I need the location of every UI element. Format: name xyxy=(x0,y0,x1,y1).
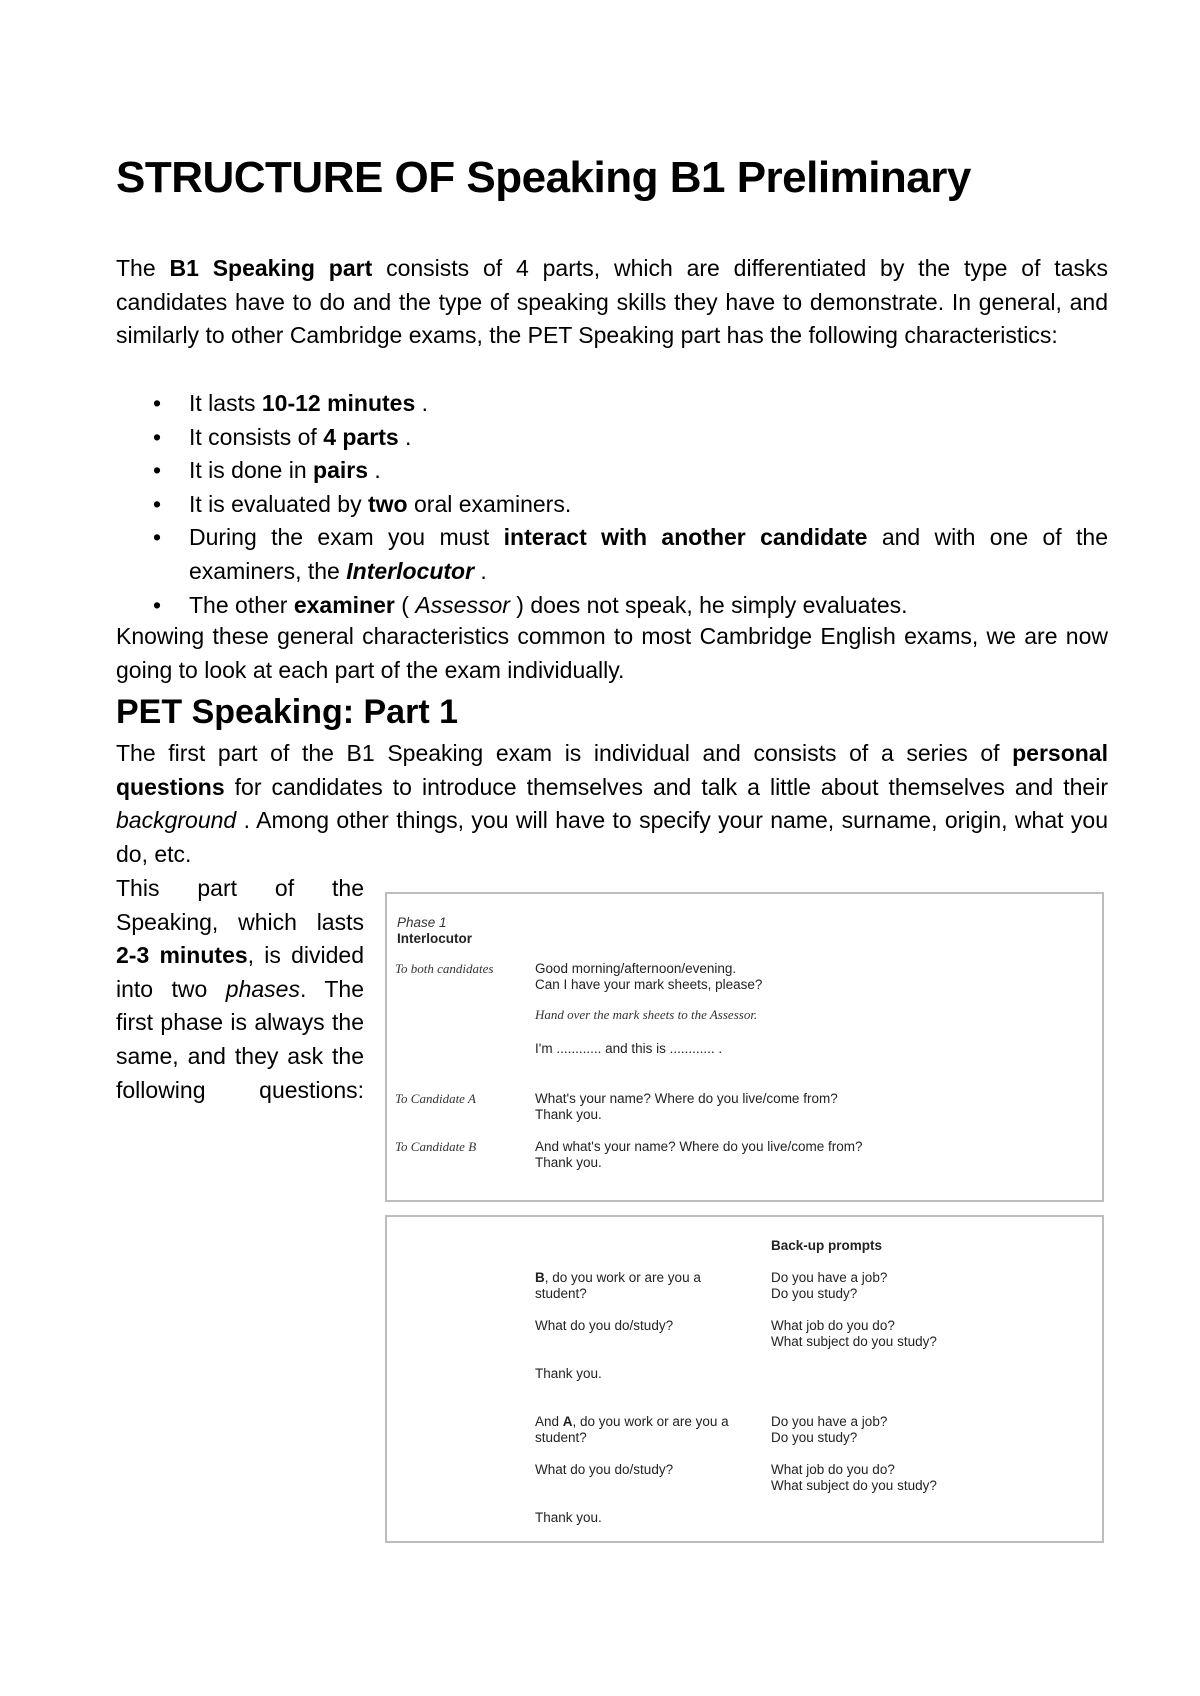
list-text: oral examiners. xyxy=(407,490,572,517)
list-item xyxy=(116,387,1108,421)
thanks-line: Thank you. xyxy=(535,1366,602,1381)
part1-italic: background xyxy=(116,807,237,834)
handover-instruction: Hand over the mark sheets to the Assessor. xyxy=(535,1007,758,1022)
question-line: What do you do/study? xyxy=(535,1462,674,1477)
list-text: . xyxy=(474,557,487,584)
transition-paragraph: Knowing these general characteristics common to most Cambridge English exams, we are now going to look at each part of the exam individually. xyxy=(116,623,1108,683)
prompt-line: Do you study? xyxy=(771,1286,858,1301)
list-text: and with one of the examiners, the xyxy=(189,524,1109,584)
bullet-icon: • xyxy=(153,423,162,450)
intro-line: I'm ............ and this is ............ . xyxy=(535,1041,723,1056)
intro-text-2: consists of 4 parts, which are differentiated by the type of tasks candidates have to do and the type of speaking skills they have to demonstrate. In general, and similarly to other Cambridge exams, the PET Speaking part has the following characteristics: xyxy=(116,255,1108,349)
phase1-script-image xyxy=(385,892,1104,1202)
side-text: . The first phase is always the same, and they ask the following questions: xyxy=(116,975,365,1103)
list-text: It lasts xyxy=(189,390,262,416)
candidate-a-label: To Candidate A xyxy=(395,1091,476,1106)
list-text: It is done in xyxy=(189,457,314,484)
list-bold: 10-12 minutes xyxy=(261,390,416,416)
part1-text: for candidates to introduce themselves and talk a little about themselves and their xyxy=(224,773,1108,800)
list-item xyxy=(116,521,1108,588)
part1-text: The first part of the B1 Speaking exam is individual and consists of a series of xyxy=(116,740,1013,766)
prompt-line: What job do you do? xyxy=(771,1462,895,1477)
role-label: Interlocutor xyxy=(397,931,473,946)
list-bold: interact with another candidate xyxy=(503,524,868,551)
side-italic: phases xyxy=(225,975,300,1002)
side-bold: 2-3 minutes xyxy=(116,942,248,969)
list-bold: two xyxy=(368,490,408,517)
phase-label: Phase 1 xyxy=(397,915,447,930)
greeting-line: Good morning/afternoon/evening. xyxy=(535,961,737,976)
question-line: What do you do/study? xyxy=(535,1318,674,1333)
section-heading-part1: PET Speaking: Part 1 xyxy=(116,693,458,731)
prompt-line: What subject do you study? xyxy=(771,1478,937,1493)
candidate-letter: B xyxy=(535,1270,545,1285)
list-text: . xyxy=(398,423,412,450)
candidate-b-question: And what's your name? Where do you live/come from? xyxy=(535,1139,863,1154)
phases-paragraph xyxy=(116,872,364,1107)
list-text: ) does not speak, he simply evaluates. xyxy=(509,591,908,618)
list-item xyxy=(116,589,1108,623)
question-text: , do you work or are you a xyxy=(544,1270,701,1285)
question-b-line1 xyxy=(535,1269,701,1286)
intro-bold: B1 Speaking part xyxy=(169,255,373,281)
list-bold-italic: Interlocutor xyxy=(346,557,475,584)
candidate-b-thanks: Thank you. xyxy=(535,1155,602,1170)
bullet-icon: • xyxy=(153,457,162,484)
list-italic: Assessor xyxy=(415,591,510,618)
list-text: The other xyxy=(189,591,294,618)
characteristics-list xyxy=(116,387,1108,622)
list-bold: examiner xyxy=(293,591,395,618)
list-item xyxy=(116,421,1108,455)
intro-paragraph xyxy=(116,252,1108,353)
list-item xyxy=(116,454,1108,488)
mark-sheets-line: Can I have your mark sheets, please? xyxy=(535,977,763,992)
list-item xyxy=(116,488,1108,522)
page-title: STRUCTURE OF Speaking B1 Preliminary xyxy=(116,153,971,202)
prompt-line: Do you study? xyxy=(771,1430,858,1445)
list-text: . xyxy=(415,390,429,416)
question-a-line1 xyxy=(535,1413,729,1430)
bullet-icon: • xyxy=(153,591,162,618)
intro-text-1: The xyxy=(116,255,170,281)
prompt-line: Do you have a job? xyxy=(771,1270,888,1285)
question-a-line2: student? xyxy=(535,1430,587,1445)
candidate-b-label: To Candidate B xyxy=(395,1139,477,1154)
candidate-a-question: What's your name? Where do you live/come from? xyxy=(535,1091,838,1106)
part1-paragraph xyxy=(116,737,1108,871)
side-text: This part of the Speaking, which lasts xyxy=(116,875,364,935)
candidate-a-thanks: Thank you. xyxy=(535,1107,602,1122)
prompt-line: Do you have a job? xyxy=(771,1414,888,1429)
list-bold: pairs xyxy=(313,457,369,484)
list-text: It is evaluated by xyxy=(189,490,368,517)
backup-heading: Back-up prompts xyxy=(771,1238,883,1253)
thanks-line: Thank you. xyxy=(535,1510,602,1525)
part1-bold: personal questions xyxy=(116,740,1108,800)
prompt-line: What job do you do? xyxy=(771,1318,895,1333)
bullet-icon: • xyxy=(153,490,162,517)
prompt-line: What subject do you study? xyxy=(771,1334,937,1349)
list-text: During the exam you must xyxy=(189,524,504,551)
list-text: ( xyxy=(394,591,416,618)
to-both-label: To both candidates xyxy=(395,961,494,976)
part1-text: . Among other things, you will have to specify your name, surname, origin, what you do, etc. xyxy=(116,807,1108,867)
side-text: , is divided into two xyxy=(116,942,364,1002)
bullet-icon: • xyxy=(153,524,162,551)
list-text: . xyxy=(368,457,381,484)
backup-prompts-image xyxy=(385,1215,1104,1543)
bullet-icon: • xyxy=(153,390,162,416)
list-text: It consists of xyxy=(189,423,324,450)
list-bold: 4 parts xyxy=(323,423,399,450)
question-text: And xyxy=(535,1414,563,1429)
question-b-line2: student? xyxy=(535,1286,587,1301)
question-text: , do you work or are you a xyxy=(572,1414,729,1429)
candidate-letter: A xyxy=(562,1414,573,1429)
